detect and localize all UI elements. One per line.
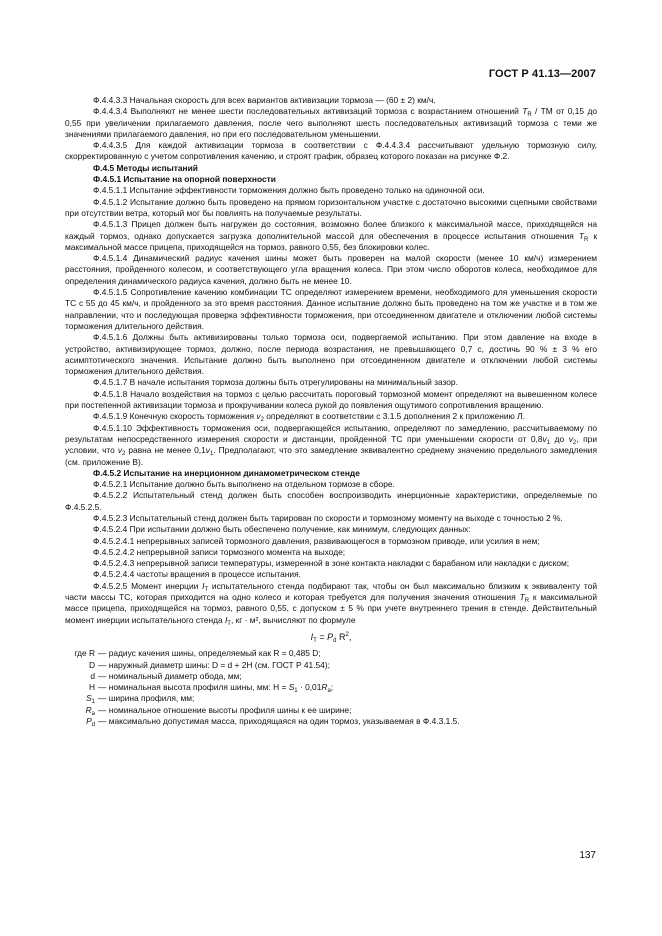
paragraph: Ф.4.5.1.10 Эффективность торможения оси, подвергающейся испытанию, определяют по замедлению, рассчитываемому по результатам непосредственного измерения скорости и дистанции, пройденной ТС при уменьшении скорости от $0,8v_1$ до $v_2$, при условии, что $v_2$ равна не менее $0,1v_1$. Предполагают, что это замедление эквивалентно среднему значению предельного замедления (см. приложение В). <box>65 422 597 467</box>
definition-row <box>65 682 597 693</box>
definition-symbol: H <box>88 682 95 693</box>
paragraph: Ф.4.5.2.4 При испытании должно быть обеспечено получение, как минимум, следующих данных: <box>93 524 471 535</box>
paragraph: Ф.4.5.1.5 Сопротивление качению комбинации ТС определяют измерением времени, необходимого для уменьшения скорости ТС с 55 до 45 км/ч, и пройденного за это время расстояния. Данное испытание должно быть проведено на том же участке и в том же направлении, что и последующая проверка эффективности торможения, при отсоединенном двигателе и отключении любой системы торможения длительного действия. <box>65 287 597 331</box>
section-heading: Ф.4.5 Методы испытаний <box>93 162 198 173</box>
definition-row <box>65 660 597 671</box>
definition-symbol: d <box>90 670 95 681</box>
section-heading: Ф.4.5.2 Испытание на инерционном динамометрическом стенде <box>93 467 360 478</box>
definition-symbol: D <box>88 659 95 670</box>
paragraph: Ф.4.4.3.3 Начальная скорость для всех вариантов активизации тормоза — (60 ± 2) км/ч. <box>93 95 436 105</box>
definition-text: — номинальный диаметр обода, мм; <box>98 670 242 681</box>
paragraph: Ф.4.5.2.4.2 непрерывной записи тормозного момента на выходе; <box>93 546 346 557</box>
paragraph: Ф.4.5.1.2 Испытание должно быть проведено на прямом горизонтальном участке с достаточно высокими сцепными свойствами при отсутствии ветра, который мог бы повлиять на получаемые результаты. <box>65 196 597 218</box>
paragraph: Ф.4.4.3.4 Выполняют не менее шести последовательных активизаций тормоза с возрастанием отношений $T_R$ / TM от 0,15 до 0,55 при увеличении прилагаемого давления, после чего выполняют шесть последовательных активизаций тормоза с теми же значениями прилагаемого давления, но при его последовательном уменьшении. <box>65 106 597 139</box>
document-body <box>65 95 597 727</box>
formula: $I_T = P_d$ $R^2$, <box>310 631 352 644</box>
definition-symbol: $R_a$ <box>85 704 95 717</box>
definition-text: — наружный диаметр шины: D = d + 2H (см. ГОСТ Р 41.54); <box>98 659 330 670</box>
definition-symbol: $S_1$ <box>86 693 95 706</box>
paragraph: Ф.4.5.2.4.3 непрерывной записи температуры, измеренной в зоне контакта накладки с барабаном или накладки с диском; <box>93 558 570 569</box>
paragraph: Ф.4.5.1.8 Начало воздействия на тормоз с целью рассчитать пороговый тормозной момент определяют на вывешенном колесе при постепенной активизации тормоза и прокручивании колеса рукой до появления ощутимого сопротивления вращению. <box>65 388 597 411</box>
definition-row <box>65 693 597 704</box>
paragraph: Ф.4.5.1.4 Динамический радиус качения шины может быть проверен на малой скорости (менее 10 км/ч) измерением расстояния, пройденного колесом, и соответствующего угла вращения колеса. При этом число оборотов колеса, необходимое для определения динамического радиуса качения, должно быть не менее 10. <box>65 253 597 286</box>
definition-text: — максимально допустимая масса, приходящаяся на один тормоз, указываемая в Ф.4.3.1.5. <box>98 716 460 727</box>
definitions-list <box>65 648 597 727</box>
paragraph: Ф.4.5.1.1 Испытание эффективности торможения должно быть проведено только на одиночной оси. <box>93 185 485 196</box>
definition-text: — ширина профиля, мм; <box>98 693 195 704</box>
definition-text: — радиус качения шины, определяемый как R = 0,485 D; <box>98 648 321 659</box>
paragraph-list <box>65 95 597 626</box>
paragraph: Ф.4.5.2.1 Испытание должно быть выполнено на отдельном тормозе в сборе. <box>93 479 395 490</box>
section-heading: Ф.4.5.1 Испытание на опорной поверхности <box>93 174 276 185</box>
definition-symbol: где R <box>74 648 95 659</box>
paragraph: Ф.4.5.2.2 Испытательный стенд должен быть способен воспроизводить инерционные характеристики, определяемые по Ф.4.5.2.5. <box>65 490 597 512</box>
paragraph: Ф.4.5.1.6 Должны быть активизированы только тормоза оси, подвергаемой испытанию. При этом давление на входе в устройство, активизирующее тормоз, должно, после периода возрастания, не превышающего 0,7 с, достичь 90 % ± 3 % его асимптотического значения. Испытание должно быть выполнено при отсоединенном двигателе и отключении любой системы торможения длительного действия. <box>65 332 597 377</box>
paragraph: Ф.4.5.2.4.1 непрерывных записей тормозного давления, развивающегося в тормозном приводе, или усилия в нем; <box>93 535 540 546</box>
page-number: 137 <box>579 850 596 861</box>
paragraph: Ф.4.5.1.3 Прицеп должен быть нагружен до состояния, возможно более близкого к максимальной массе, приходящейся на каждый тормоз, однако допускается загрузка дополнительной массой для обеспечения в процессе испытания отношения $T_R$ к максимальной массе прицепа, приходящейся на тормоз, равного 0,55, без блокировки колес. <box>65 219 597 252</box>
paragraph: Ф.4.5.2.5 Момент инерции $I_T$ испытательного стенда подбирают так, чтобы он был максимально близким к эквиваленту той части массы ТС, которая приходится на одно колесо и которая требуется для получения значения отношения $T_R$ к максимальной массе прицепа, приходящейся на тормоз, равного 0,55, с допуском ± 5 % при учете внутреннего трения в стенде. Действительный момент инерции испытательного стенда $I_T$, кг · м², вычисляют по формуле <box>65 580 598 627</box>
definition-text: — номинальное отношение высоты профиля шины к ее ширине; <box>98 704 352 715</box>
paragraph: Ф.4.5.1.7 В начале испытания тормоза должны быть отрегулированы на минимальный зазор. <box>93 377 458 388</box>
definition-text: — номинальная высота профиля шины, мм: $H = S_1 \cdot 0,01R_a$; <box>98 682 334 695</box>
definition-symbol: $P_d$ <box>86 716 95 729</box>
definition-row <box>65 716 597 727</box>
document-header: ГОСТ Р 41.13—2007 <box>488 68 596 80</box>
paragraph: Ф.4.5.2.3 Испытательный стенд должен быть тарирован по скорости и тормозному моменту на выходе с точностью 2 %. <box>93 512 563 523</box>
paragraph: Ф.4.4.3.5 Для каждой активизации тормоза в соответствии с Ф.4.4.3.4 рассчитывают удельную тормозную силу, скорректированную с учетом сопротивления качению, и строят график, образец которого показан на рисунке Ф.2. <box>65 140 597 162</box>
definition-row <box>65 705 597 716</box>
definition-row <box>65 648 597 659</box>
paragraph: Ф.4.5.1.9 Конечную скорость торможения $v_2$ определяют в соответствии с 3.1.5 дополнения 2 к приложению Л. <box>93 411 525 424</box>
paragraph: Ф.4.5.2.4.4 частоты вращения в процессе испытания. <box>93 569 301 580</box>
definition-row <box>65 671 597 682</box>
